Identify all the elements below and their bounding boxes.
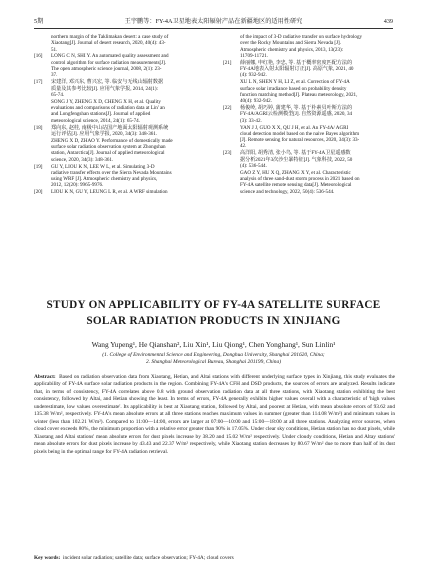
reference-line: station, Antarctica[J]. Journal of applied meteorological	[51, 150, 165, 157]
reference-line: 薛丽娜, 申红艳, 李忠, 等. 基于概率密度匹配方法的	[240, 59, 353, 66]
reference-line: GAO Z Y, HU X Q, ZHANG X Y, et al. Characteristic	[240, 169, 351, 176]
issue-number: 5期	[34, 18, 44, 25]
reference-line: (3): 33-42.	[240, 117, 262, 124]
reference-line: 质量及其参考比较[J]. 应用气象学报, 2014, 24(1):	[51, 85, 158, 92]
reference-entry	[223, 170, 395, 195]
reference-entry	[223, 125, 395, 150]
reference-number: [16]	[34, 53, 43, 60]
reference-line: ZHENG X D, ZHAO Y. Performance of domestically made	[51, 137, 173, 144]
reference-line: 11709-11721.	[240, 52, 269, 59]
reference-line: control algorithm for surface radiation measurements[J].	[51, 59, 167, 66]
reference-line: GU Y, LIOU K N, LEE W L, et al. Simulating 3-D	[51, 163, 155, 170]
reference-line: Atmospheric chemistry and physics, 2013, 13(23):	[240, 46, 344, 53]
reference-line: using WRF [J]. Atmospheric chemistry and physics,	[51, 176, 158, 183]
abstract-text: Based on radiation observation data from Xiaotang, Hetian, and Altai stations with different underlying surface types in Xinjiang, this study evaluates the applicability of FY-4A surface solar radiation products in the region. Combining FY-4A's CFH and DSD products, the sources of errors are analyzed. Results indicate that, in terms of consistency, FY-4A correlates above 0.8 with ground observation radiation data at all three stations, with Xiaotang station exhibiting the best consistency, followed by Altai, and Hetian showing the least. In terms of errors, FY-4A generally exhibits higher values overall with a characteristic of 'high values underestimate, low values overestimate'. Its applicability is best at Xiaotang station, followed by Altai, and poorest at Hetian, with mean absolute errors of 93.62 and 135.38 W/m², respectively. FY-4A's mean absolute errors at all three stations reaches maximum values in summer (greater than 114.08 W/m²) and minimum values in winter (less than 102.21 W/m²). Compared to 11:00—14:00, errors are larger at 07:00—10:00 and 15:00—18:00 at all three stations. Analyzing error sources, when cloud cover exceeds 80%, the minimum proportion with a relative error greater than 90% is 17.05%. Under clear sky conditions, Hetian station has no dust pixels, while Xiaotang and Altai stations' mean absolute errors for dust pixels increase by 38.20 and 15.02 W/m² respectively. Under cloudy conditions, Hetian and Altay stations' mean absolute errors for dust pixels increase by 43.43 and 22.37 W/m² respectively, while Xiaotang station decreases by 80.67 W/m² due to more than half of its dust pixels being in the optimal range for FY-4A radiation retrieval.	[34, 374, 396, 455]
reference-entry	[223, 60, 395, 79]
reference-entry	[34, 53, 206, 78]
reference-number: [23]	[223, 150, 232, 157]
english-title	[20, 297, 407, 329]
reference-line: surface solar radiation observation system at Zhongshan	[51, 144, 166, 151]
reference-line: YAN J J, GUO X X, QU J H, et al. An FY-4A/ AGRI	[240, 124, 349, 131]
reference-line: 40(4): 932-942.	[240, 98, 272, 105]
reference-line: FY-4A地表入射太阳辐射订正[J]. 高原气象, 2021, 40	[240, 66, 354, 73]
reference-entry	[34, 164, 206, 189]
keywords-text: incident solar radiation; satellite data; surface observation; FY-4A; cloud covers	[62, 555, 234, 561]
reference-line: 据分析2021年3次沙尘暴特征[J]. 气象科技, 2022, 50	[240, 156, 353, 163]
reference-entry	[34, 138, 206, 163]
title-line: SOLAR RADIATION PRODUCTS IN XINJIANG	[86, 315, 341, 327]
reference-line: The open atmospheric science journal, 2008, 2(1): 23-	[51, 66, 162, 73]
reference-line: surface solar irradiance based on probability density	[240, 85, 347, 92]
reference-line: of the impact of 3-D radiative transfer on surface hydrology	[240, 34, 363, 40]
references-right-column	[223, 34, 395, 196]
reference-number: [18]	[34, 124, 43, 131]
abstract	[34, 374, 395, 456]
running-title: 王宇鹏等：FY-4A卫星地表太阳辐射产品在新疆地区的适用性研究	[124, 18, 303, 25]
references-section	[34, 34, 395, 288]
keywords	[34, 555, 395, 562]
reference-line: science, 2020, 34(3): 348-361.	[51, 156, 114, 163]
reference-line: and Longfengshan stations[J]. Journal of applied	[51, 111, 151, 118]
reference-line: FY-4A/AGRI云检测模型[J]. 自然资源遥感, 2020, 34	[240, 111, 353, 118]
reference-line: LIOU K N, GU Y, LEUNG L R, et al. A WRF simulation	[51, 189, 168, 196]
reference-line: 37.	[51, 72, 58, 79]
affiliation-line: (1. College of Environmental Science and Engineering, Donghua University, Shanghai 201620, China;	[102, 352, 325, 358]
reference-line: 2012, 12(20): 9965-9976.	[51, 182, 104, 189]
reference-line: cloud detection model based on the naive Bayes algorithm	[240, 130, 360, 137]
reference-line: 郑向东, 赵桂, 南极中山站国产地面太阳辐射观测系统	[51, 124, 169, 131]
reference-number: [19]	[34, 163, 43, 170]
title-line: STUDY ON APPLICABILITY OF FY-4A SATELLITE SURFACE	[46, 299, 381, 311]
affiliation-line: 2. Shanghai Meteorological Bureau, Shanghai 201199, China)	[145, 359, 281, 366]
page-number: 439	[383, 18, 393, 25]
reference-line: 运行评估[J]. 应用气象学报, 2020, 34(3): 348-361.	[51, 130, 158, 137]
author-list: Wang Yupeng¹, He Qianshan², Liu Xin¹, Liu Qiong¹, Chen Yonghang¹, Sun Linlin¹	[91, 340, 336, 349]
reference-line: over the Rocky Mountains and Sierra Nevada [J].	[240, 40, 341, 47]
reference-line: SONG J Y, ZHENG X D, CHENG X H, et al. Quality	[51, 98, 161, 105]
reference-entry	[34, 99, 206, 124]
reference-line: (4): 536-544.	[240, 162, 267, 169]
reference-line: (4): 932-942.	[240, 72, 267, 79]
reference-line: radiative transfer effects over the Sierra Nevada Mountains	[51, 169, 172, 176]
reference-line: science and technology, 2022, 50(4): 536-544.	[240, 188, 335, 195]
reference-entry	[34, 79, 206, 98]
reference-line: Xiaotang[J]. Journal of desert research, 2020, 40(4): 43-	[51, 40, 166, 47]
reference-line: FY-4A satellite remote sensing data[J]. Meteorological	[240, 182, 352, 189]
reference-line: evaluations and comparisons of radiation data at Lin' an	[51, 105, 165, 112]
reference-entry	[223, 79, 395, 104]
reference-entry	[34, 189, 206, 195]
reference-line: 65-74.	[51, 91, 65, 98]
reference-line: 高洋阳, 胡秀清, 张小鸟, 等. 基于FY-4A卫星遥感数	[240, 150, 351, 157]
reference-entry	[223, 105, 395, 124]
reference-number: [20]	[34, 189, 43, 196]
reference-number: [17]	[34, 79, 43, 86]
reference-entry	[34, 34, 206, 53]
reference-line: [J]. Remote sensing for natural resources, 2020, 34(3): 33-	[240, 137, 360, 144]
reference-line: analysis of three sand-dust storm process in 2021 based on	[240, 176, 360, 183]
reference-entry	[34, 125, 206, 138]
reference-number: [22]	[223, 105, 232, 112]
affiliations	[0, 352, 427, 366]
reference-line: LONG C N, SHI Y. An automated quality assessment and	[51, 53, 169, 60]
keywords-label: Key words:	[34, 555, 61, 561]
reference-line: northern margin of the Taklimakan desert: a case study of	[51, 34, 169, 40]
page-header	[34, 14, 393, 29]
reference-number: [21]	[223, 59, 232, 66]
reference-line: 宋建洋, 邓兴东, 曹兴宏, 等. 临安与无线山辐射数据	[51, 79, 164, 86]
reference-line: XU L N, SHEN Y H, LI Z, et al. Correction of FY-4A	[240, 79, 350, 86]
reference-line: meteorological science, 2014, 24(1): 65-74.	[51, 117, 140, 124]
reference-line: 42.	[240, 143, 247, 150]
reference-entry	[223, 150, 395, 169]
abstract-label: Abstract:	[34, 374, 56, 380]
reference-line: function matching method[J]. Plateau meteorology, 2021,	[240, 91, 358, 98]
reference-entry	[223, 34, 395, 59]
reference-line: 杨俊岭, 胡巧婷, 蒲建华, 等. 基于朴素贝叶斯方法的	[240, 105, 353, 112]
reference-line: 51.	[51, 46, 58, 53]
references-left-column	[34, 34, 206, 196]
